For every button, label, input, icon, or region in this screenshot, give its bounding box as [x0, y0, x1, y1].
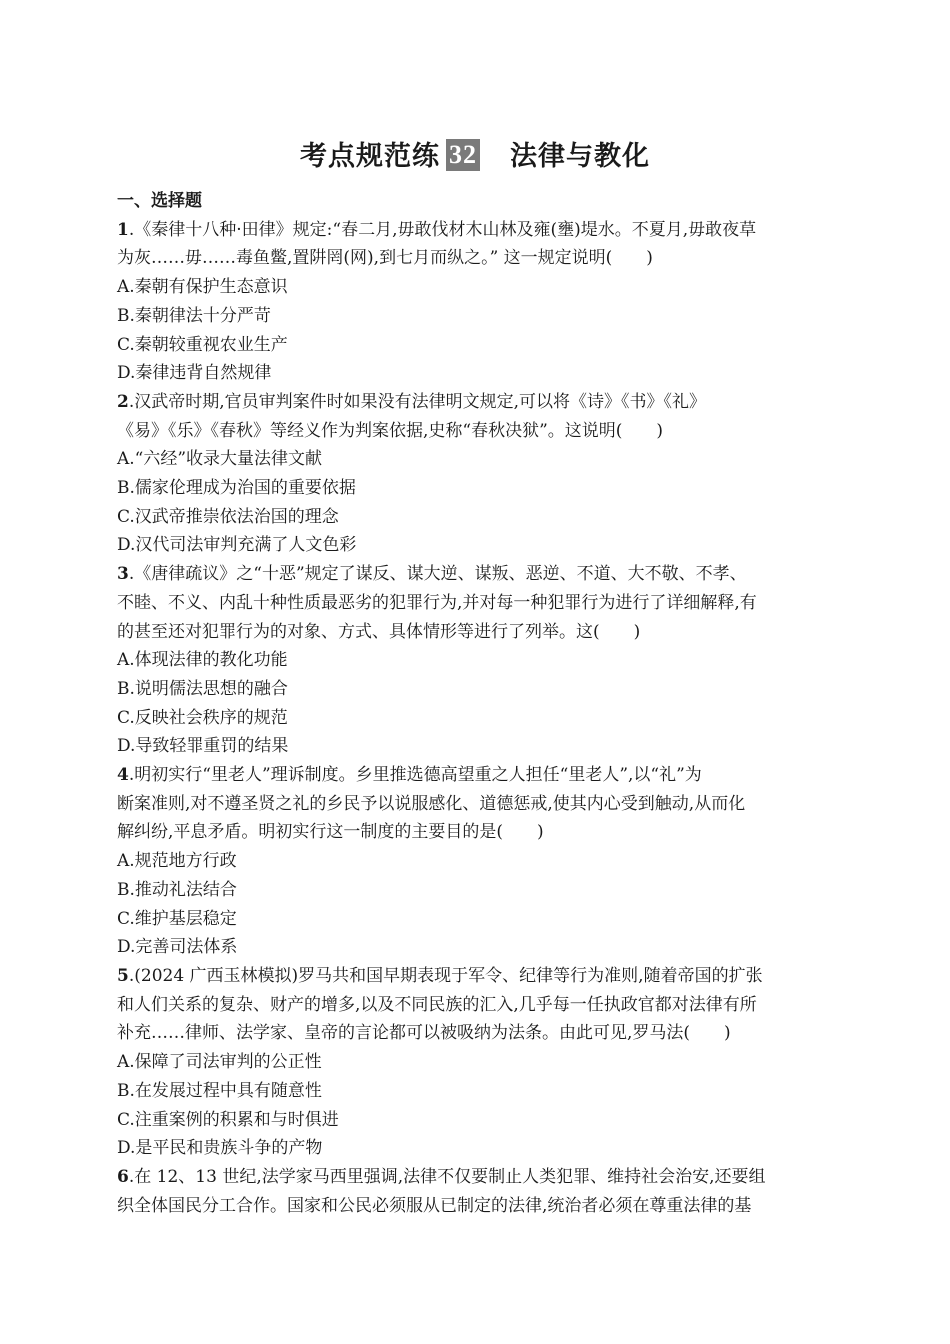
option-c[interactable]: C.注重案例的积累和与时俱进: [117, 1109, 339, 1130]
question-3: [117, 560, 837, 761]
question-6: [117, 1163, 837, 1220]
question-5: [117, 962, 837, 1163]
option-d[interactable]: D.完善司法体系: [117, 937, 238, 958]
option-a[interactable]: A.体现法律的教化功能: [117, 650, 288, 671]
question-stem-line: 的甚至还对犯罪行为的对象、方式、具体情形等进行了列举。这( ): [117, 621, 641, 642]
question-stem-line: 4.明初实行“里老人”理诉制度。乡里推选德高望重之人担任“里老人”,以“礼”为: [117, 765, 702, 786]
question-number: 6: [117, 1166, 129, 1187]
option-d[interactable]: D.汉代司法审判充满了人文色彩: [117, 535, 357, 556]
section-heading: 一、选择题: [117, 191, 202, 211]
option-b[interactable]: B.说明儒法思想的融合: [117, 678, 288, 699]
question-stem-line: 为灰……毋……毒鱼鳖,置阱罔(网),到七月而纵之。” 这一规定说明( ): [117, 248, 653, 269]
question-stem-line: 5.(2024 广西玉林模拟)罗马共和国早期表现于军令、纪律等行为准则,随着帝国的扩张: [117, 965, 763, 986]
question-1: [117, 216, 837, 388]
title-topic: 法律与教化: [510, 141, 650, 172]
question-number: 1: [117, 219, 129, 240]
question-stem-line: 不睦、不义、内乱十种性质最恶劣的犯罪行为,并对每一种犯罪行为进行了详细解释,有: [117, 592, 757, 613]
question-stem-line: 补充……律师、法学家、皇帝的言论都可以被吸纳为法条。由此可见,罗马法( ): [117, 1023, 731, 1044]
option-a[interactable]: A.规范地方行政: [117, 851, 237, 872]
option-b[interactable]: B.在发展过程中具有随意性: [117, 1080, 322, 1101]
option-b[interactable]: B.儒家伦理成为治国的重要依据: [117, 478, 356, 499]
option-b[interactable]: B.推动礼法结合: [117, 879, 237, 900]
option-d[interactable]: D.是平民和贵族斗争的产物: [117, 1138, 323, 1159]
question-stem-line: 2.汉武帝时期,官员审判案件时如果没有法律明文规定,可以将《诗》《书》《礼》: [117, 391, 707, 412]
document-body: [117, 187, 837, 1220]
option-d[interactable]: D.秦律违背自然规律: [117, 363, 272, 384]
option-b[interactable]: B.秦朝律法十分严苛: [117, 305, 271, 326]
question-stem-line: 织全体国民分工合作。国家和公民必须服从已制定的法律,统治者必须在尊重法律的基: [117, 1195, 752, 1216]
option-d[interactable]: D.导致轻罪重罚的结果: [117, 736, 289, 757]
question-stem-line: 《易》《乐》《春秋》等经义作为判案依据,史称“春秋决狱”。这说明( ): [117, 420, 664, 441]
question-stem-line: 解纠纷,平息矛盾。明初实行这一制度的主要目的是( ): [117, 822, 544, 843]
question-stem-line: 3.《唐律疏议》之“十恶”规定了谋反、谋大逆、谋叛、恶逆、不道、大不敬、不孝、: [117, 564, 747, 585]
question-4: [117, 761, 837, 962]
question-number: 3: [117, 564, 129, 585]
question-stem-line: 6.在 12、13 世纪,法学家马西里强调,法律不仅要制止人类犯罪、维持社会治安,还要组: [117, 1166, 766, 1187]
option-c[interactable]: C.反映社会秩序的规范: [117, 707, 288, 728]
title-prefix: 考点规范练: [300, 141, 440, 172]
title-number-badge: 32: [446, 139, 480, 171]
option-a[interactable]: A.保障了司法审判的公正性: [117, 1052, 322, 1073]
question-stem-line: 断案准则,对不遵圣贤之礼的乡民予以说服感化、道德惩戒,使其内心受到触动,从而化: [117, 793, 746, 814]
option-c[interactable]: C.秦朝较重视农业生产: [117, 334, 288, 355]
option-a[interactable]: A.“六经”收录大量法律文献: [117, 449, 323, 470]
question-number: 4: [117, 765, 129, 786]
question-stem-line: 1.《秦律十八种·田律》规定:“春二月,毋敢伐材木山林及雍(壅)堤水。不夏月,毋敢夜草: [117, 219, 757, 240]
question-2: [117, 388, 837, 560]
option-c[interactable]: C.汉武帝推崇依法治国的理念: [117, 506, 339, 527]
option-a[interactable]: A.秦朝有保护生态意识: [117, 277, 288, 298]
question-number: 2: [117, 391, 129, 412]
question-stem-line: 和人们关系的复杂、财产的增多,以及不同民族的汇入,几乎每一任执政官都对法律有所: [117, 994, 757, 1015]
option-c[interactable]: C.维护基层稳定: [117, 908, 237, 929]
question-number: 5: [117, 965, 129, 986]
page-title: [0, 138, 950, 176]
